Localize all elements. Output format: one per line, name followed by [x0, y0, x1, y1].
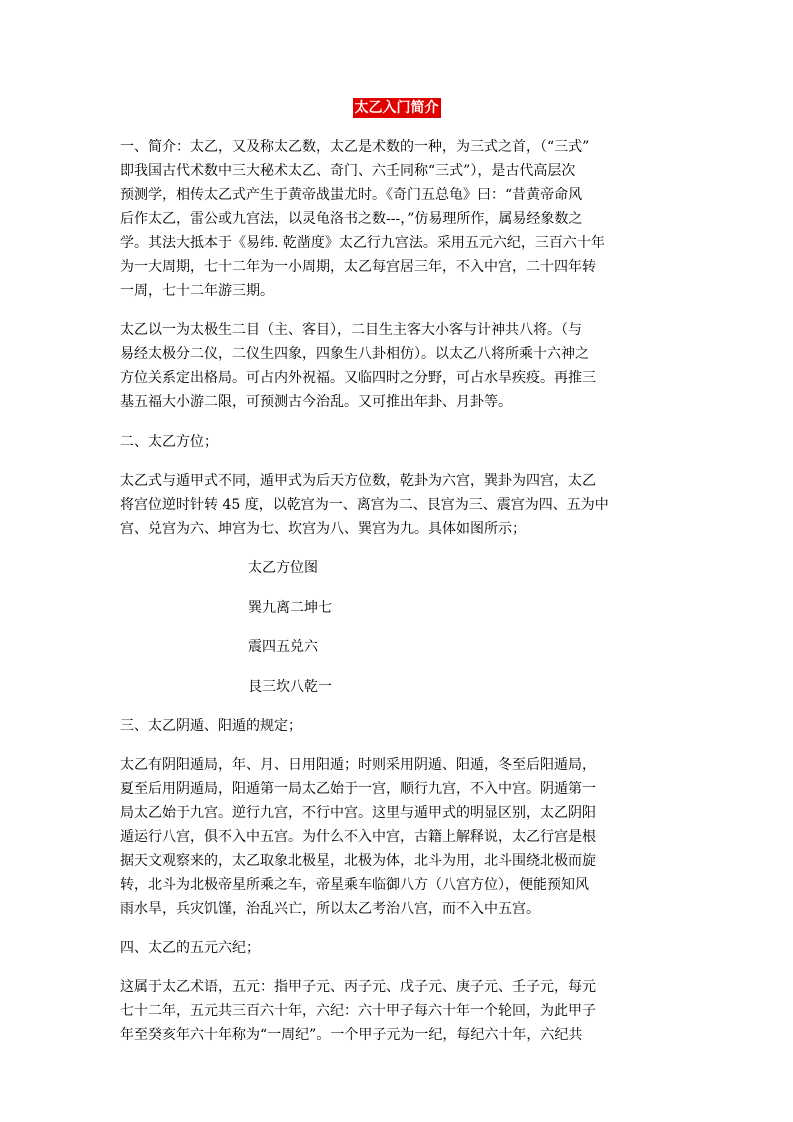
text-line: 基五福大小游二限，可预测古今治乱。又可推出年卦、月卦等。 — [120, 394, 512, 410]
page-title: 太乙入门简介 — [354, 100, 439, 116]
text-line: 一周，七十二年游三期。 — [120, 283, 274, 299]
text-line: 转，北斗为北极帝星所乘之车，帝星乘车临御八方（八宫方位），便能预知风 — [120, 877, 589, 893]
text-line: 宫、兑宫为六、坤宫为七、坎宫为八、巽宫为九。具体如图所示； — [120, 521, 526, 537]
diagram-title: 太乙方位图 — [248, 560, 318, 576]
text-line: 即我国古代术数中三大秘术太乙、奇门、六壬同称“三式”），是古代高层次 — [120, 163, 576, 179]
text-line: 方位关系定出格局。可占内外祝福。又临四时之分野，可占水旱疾疫。再推三 — [120, 370, 596, 386]
text-line: 为一大周期，七十二年为一小周期，太乙每宫居三年，不入中宫，二十四年转 — [120, 259, 596, 275]
text-line: 将宫位逆时针转 45 度，以乾宫为一、离宫为二、艮宫为三、震宫为四、五为中 — [120, 497, 609, 513]
text-line: 一、简介：太乙，又及称太乙数，太乙是术数的一种，为三式之首，（“三式” — [120, 139, 590, 155]
text-line: 预测学，相传太乙式产生于黄帝战蚩尤时。《奇门五总龟》曰：“昔黄帝命风 — [120, 187, 583, 203]
section-heading: 四、太乙的五元六纪； — [120, 940, 260, 956]
text-line: 易经太极分二仪，二仪生四象，四象生八卦相仿）。以太乙八将所乘十六神之 — [120, 346, 589, 362]
diagram-row: 艮三坎八乾一 — [248, 679, 332, 695]
text-line: 后作太乙，雷公或九宫法，以灵龟洛书之数---，”仿易理所作，属易经象数之 — [120, 211, 583, 227]
section-heading: 二、太乙方位； — [120, 434, 218, 450]
section-heading: 三、太乙阴遁、阳遁的规定； — [120, 718, 302, 734]
text-line: 太乙式与遁甲式不同，遁甲式为后天方位数，乾卦为六宫，巽卦为四宫，太乙 — [120, 473, 596, 489]
text-line: 这属于太乙术语，五元：指甲子元、丙子元、戊子元、庚子元、壬子元，每元 — [120, 979, 596, 995]
text-line: 太乙以一为太极生二目（主、客目），二目生主客大小客与计神共八将。（与 — [120, 322, 582, 338]
title-container — [0, 97, 793, 118]
text-line: 太乙有阴阳遁局，年、月、日用阳遁；时则采用阴遁、阳遁，冬至后阳遁局， — [120, 757, 596, 773]
diagram-row: 巽九离二坤七 — [248, 600, 332, 616]
text-line: 据天文观察来的，太乙取象北极星，北极为体，北斗为用，北斗围绕北极而旋 — [120, 853, 596, 869]
text-line: 局太乙始于九宫。逆行九宫，不行中宫。这里与遁甲式的明显区别，太乙阴阳 — [120, 805, 596, 821]
text-line: 夏至后用阴遁局，阳遁第一局太乙始于一宫，顺行九宫，不入中宫。阴遁第一 — [120, 781, 596, 797]
diagram-row: 震四五兑六 — [248, 639, 318, 655]
text-line: 雨水旱，兵灾饥馑，治乱兴亡，所以太乙考治八宫，而不入中五宫。 — [120, 901, 540, 917]
text-line: 年至癸亥年六十年称为“一周纪”。一个甲子元为一纪，每纪六十年，六纪共 — [120, 1027, 583, 1043]
text-line: 七十二年，五元共三百六十年，六纪：六十甲子每六十年一个轮回，为此甲子 — [120, 1003, 596, 1019]
text-line: 学。其法大抵本于《易纬. 乾凿度》太乙行九宫法。采用五元六纪，三百六十年 — [120, 235, 605, 251]
text-line: 遁运行八宫，俱不入中五宫。为什么不入中宫，古籍上解释说，太乙行宫是根 — [120, 829, 596, 845]
